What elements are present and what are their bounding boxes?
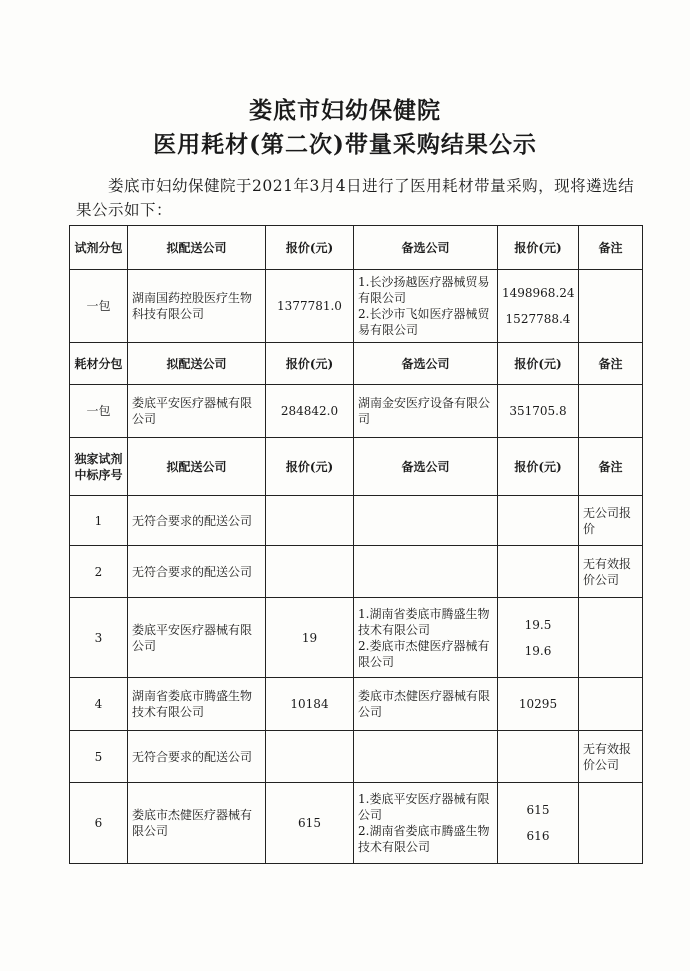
header-note: 备注 [579, 438, 643, 496]
header-consumable-package: 耗材分包 [70, 343, 128, 385]
company-cell: 娄底平安医疗器械有限公司 [128, 385, 266, 438]
note-cell: 无有效报价公司 [579, 731, 643, 783]
note-cell [579, 270, 643, 343]
price-cell: 615 [266, 783, 354, 864]
alt-price-2: 19.6 [524, 643, 552, 658]
company-cell: 无符合要求的配送公司 [128, 496, 266, 546]
alt-company-2: 2.长沙市飞如医疗器械贸易有限公司 [358, 307, 490, 337]
note-cell [579, 783, 643, 864]
header-alt-company: 备选公司 [354, 343, 498, 385]
price-cell: 284842.0 [266, 385, 354, 438]
header-company: 拟配送公司 [128, 438, 266, 496]
alt-price-cell [498, 783, 579, 864]
table-row [70, 598, 643, 678]
header-price: 报价(元) [266, 438, 354, 496]
alt-price-1: 615 [526, 803, 550, 817]
header-exclusive-no: 独家试剂中标序号 [70, 438, 128, 496]
alt-company-cell [354, 546, 498, 598]
company-cell: 无符合要求的配送公司 [128, 731, 266, 783]
table-row [70, 783, 643, 864]
price-cell: 19 [266, 598, 354, 678]
table-row [70, 731, 643, 783]
company-cell: 娄底平安医疗器械有限公司 [128, 598, 266, 678]
company-cell: 无符合要求的配送公司 [128, 546, 266, 598]
intro-paragraph: 娄底市妇幼保健院于2021年3月4日进行了医用耗材带量采购，现将遴选结果公示如下： [76, 177, 635, 219]
row-number: 6 [70, 783, 128, 864]
note-cell [579, 678, 643, 731]
price-cell: 1377781.0 [266, 270, 354, 343]
exclusive-header-row [70, 438, 643, 496]
alt-price-cell [498, 731, 579, 783]
alt-price-cell [498, 546, 579, 598]
header-note: 备注 [579, 343, 643, 385]
alt-company-1: 1.长沙扬越医疗器械贸易有限公司 [358, 275, 490, 305]
price-cell [266, 731, 354, 783]
table-row [70, 385, 643, 438]
row-number: 2 [70, 546, 128, 598]
company-cell: 湖南国药控股医疗生物科技有限公司 [128, 270, 266, 343]
alt-company-cell [354, 496, 498, 546]
price-cell [266, 496, 354, 546]
company-cell: 娄底市杰健医疗器械有限公司 [128, 783, 266, 864]
header-alt-price: 报价(元) [498, 438, 579, 496]
results-table [69, 225, 643, 864]
header-alt-price: 报价(元) [498, 226, 579, 270]
alt-price-cell [498, 270, 579, 343]
alt-price-2: 1527788.4 [505, 312, 571, 326]
table-row [70, 546, 643, 598]
alt-price-2: 616 [526, 829, 550, 843]
alt-price-cell: 10295 [498, 678, 579, 731]
note-cell: 无有效报价公司 [579, 546, 643, 598]
header-price: 报价(元) [266, 226, 354, 270]
alt-price-1: 1498968.24 [502, 286, 575, 300]
price-cell: 10184 [266, 678, 354, 731]
header-alt-company: 备选公司 [354, 226, 498, 270]
alt-company-cell [354, 731, 498, 783]
alt-company-2: 2.湖南省娄底市腾盛生物技术有限公司 [358, 824, 490, 854]
header-company: 拟配送公司 [128, 343, 266, 385]
alt-company-cell [354, 270, 498, 343]
alt-company-1: 1.湖南省娄底市腾盛生物技术有限公司 [358, 606, 490, 637]
package-cell: 一包 [70, 385, 128, 438]
company-cell: 湖南省娄底市腾盛生物技术有限公司 [128, 678, 266, 731]
reagent-header-row [70, 226, 643, 270]
header-price: 报价(元) [266, 343, 354, 385]
header-note: 备注 [579, 226, 643, 270]
alt-price-cell: 351705.8 [498, 385, 579, 438]
header-alt-company: 备选公司 [354, 438, 498, 496]
alt-company-2: 2.娄底市杰健医疗器械有限公司 [358, 638, 490, 669]
alt-company-cell: 娄底市杰健医疗器械有限公司 [354, 678, 498, 731]
alt-price-cell [498, 598, 579, 678]
table-row [70, 496, 643, 546]
document-title: 娄底市妇幼保健院 [249, 97, 441, 124]
row-number: 1 [70, 496, 128, 546]
price-cell [266, 546, 354, 598]
row-number: 4 [70, 678, 128, 731]
header-company: 拟配送公司 [128, 226, 266, 270]
alt-price-1: 19.5 [524, 617, 552, 632]
table-row [70, 678, 643, 731]
alt-price-cell [498, 496, 579, 546]
consumable-header-row [70, 343, 643, 385]
note-cell [579, 385, 643, 438]
header-alt-price: 报价(元) [498, 343, 579, 385]
package-cell: 一包 [70, 270, 128, 343]
row-number: 3 [70, 598, 128, 678]
document-subtitle: 医用耗材(第二次)带量采购结果公示 [153, 131, 537, 158]
row-number: 5 [70, 731, 128, 783]
note-cell [579, 598, 643, 678]
alt-company-cell: 湖南金安医疗设备有限公司 [354, 385, 498, 438]
alt-company-cell [354, 783, 498, 864]
note-cell: 无公司报价 [579, 496, 643, 546]
alt-company-cell [354, 598, 498, 678]
header-reagent-package: 试剂分包 [70, 226, 128, 270]
alt-company-1: 1.娄底平安医疗器械有限公司 [358, 792, 490, 822]
table-row [70, 270, 643, 343]
